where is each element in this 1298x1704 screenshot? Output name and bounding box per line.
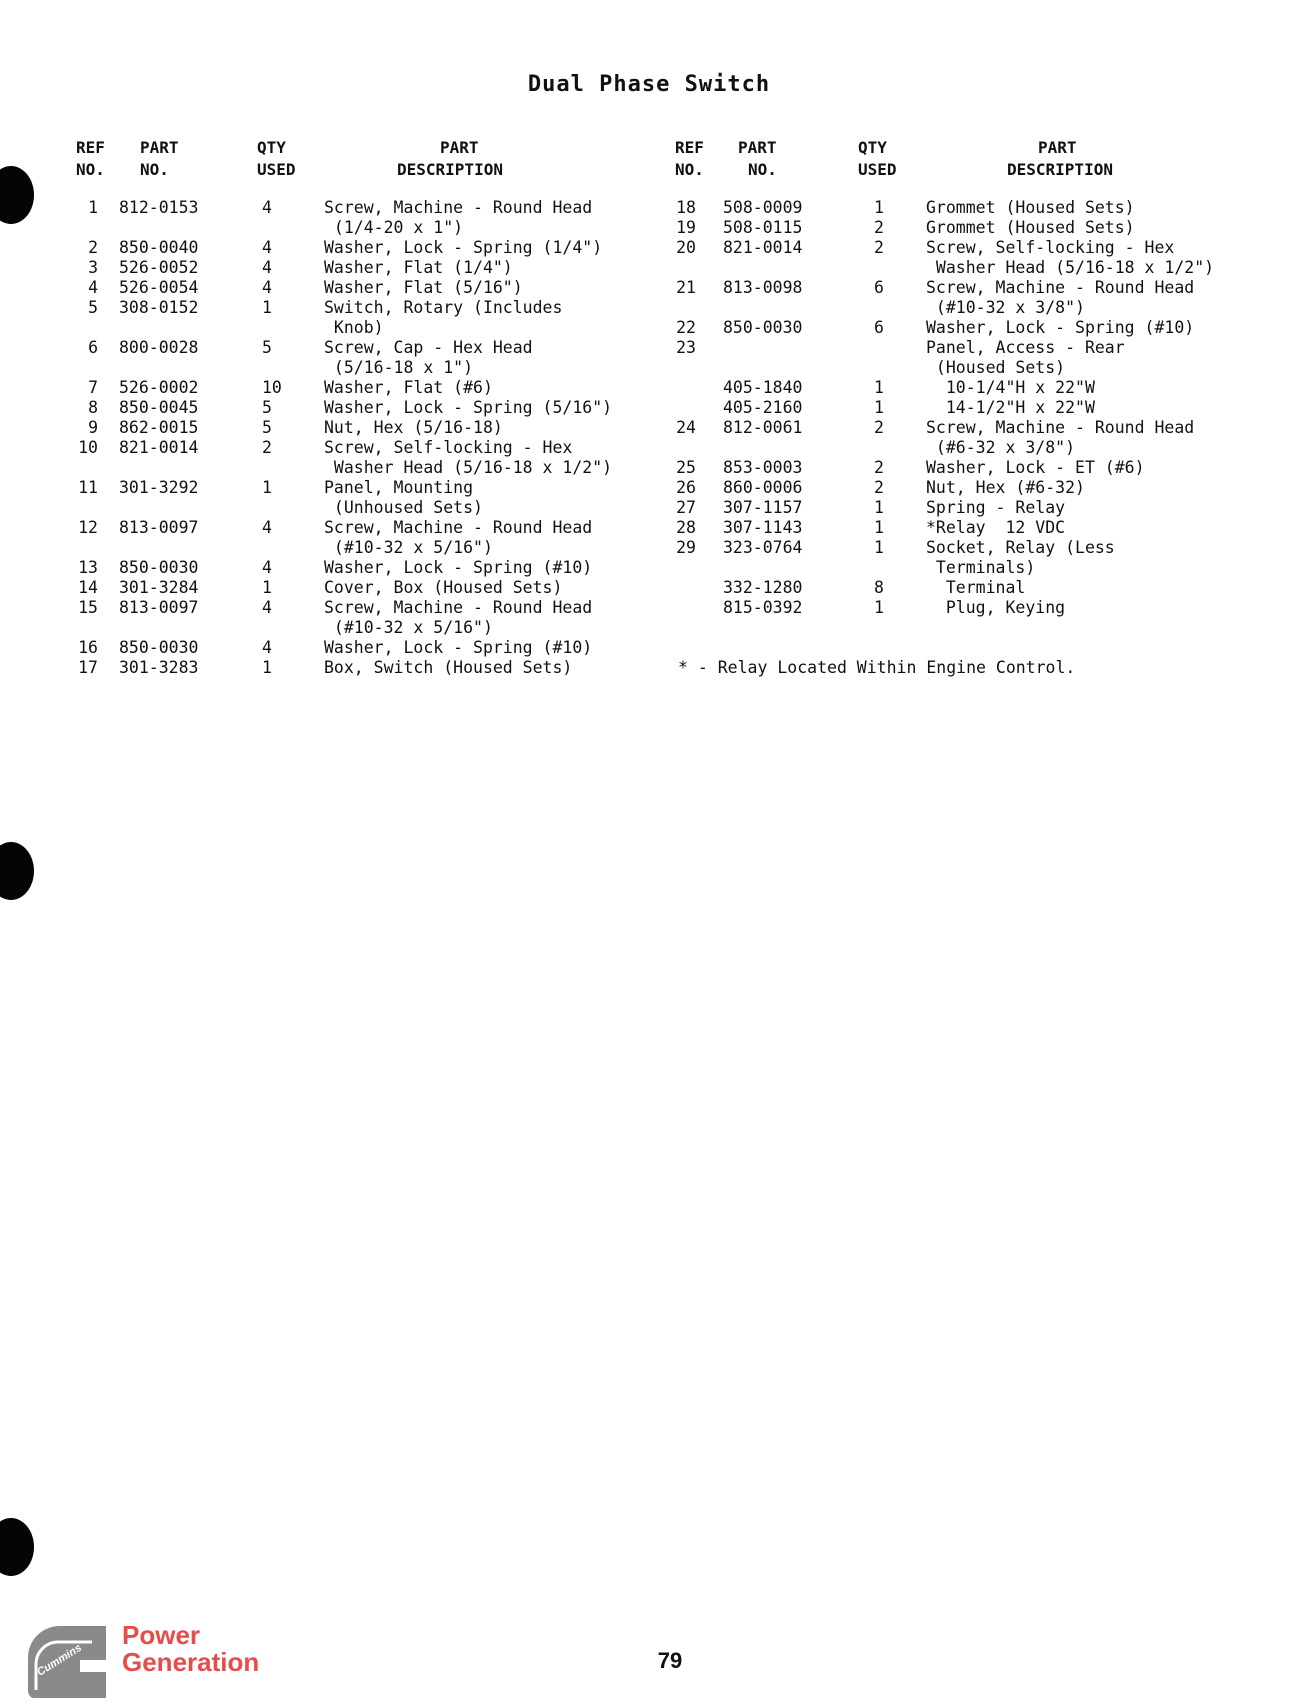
description-line: (#10-32 x 5/16"): [324, 618, 493, 637]
ref-number: 13: [78, 558, 98, 577]
qty-used: 2: [262, 438, 272, 457]
header-part-2: NO.: [748, 160, 777, 179]
description-line: Screw, Machine - Round Head: [324, 518, 593, 537]
ref-number: 5: [88, 298, 98, 317]
part-number: 850-0030: [119, 558, 199, 577]
header-ref-2: NO.: [675, 160, 704, 179]
part-row: [0, 478, 1298, 498]
ref-number: 27: [676, 498, 696, 517]
part-number: 813-0098: [723, 278, 803, 297]
brand-line-2: Generation: [122, 1647, 260, 1677]
description-line: Socket, Relay (Less: [926, 538, 1115, 557]
part-number: 526-0054: [119, 278, 199, 297]
description-line: Washer, Flat (#6): [324, 378, 493, 397]
ref-number: 12: [78, 518, 98, 537]
part-row: [0, 318, 1298, 338]
ref-number: 25: [676, 458, 696, 477]
brand-line-1: Power: [122, 1620, 201, 1650]
part-number: 301-3284: [119, 578, 199, 597]
part-number: 323-0764: [723, 538, 803, 557]
part-description: [926, 378, 1095, 398]
description-line: Washer, Lock - Spring (#10): [324, 558, 593, 577]
binder-hole-middle: [0, 842, 34, 900]
part-number: 815-0392: [723, 598, 803, 617]
ref-number: 29: [676, 538, 696, 557]
part-row: [0, 658, 640, 678]
qty-used: 5: [262, 398, 272, 417]
header-desc-2: DESCRIPTION: [1007, 160, 1113, 179]
ref-number: 21: [676, 278, 696, 297]
part-number: 850-0045: [119, 398, 199, 417]
ref-number: 19: [676, 218, 696, 237]
description-line: Nut, Hex (5/16-18): [324, 418, 503, 437]
description-line: Screw, Machine - Round Head: [926, 278, 1195, 297]
description-line: Terminals): [926, 558, 1036, 577]
part-description: [926, 418, 1194, 458]
description-line: (Unhoused Sets): [324, 498, 483, 517]
part-number: 821-0014: [119, 438, 199, 457]
header-ref-1: REF: [76, 138, 105, 157]
qty-used: 2: [874, 478, 884, 497]
part-number: 405-2160: [723, 398, 803, 417]
qty-used: 1: [874, 518, 884, 537]
relay-footnote: * - Relay Located Within Engine Control.: [678, 658, 1076, 677]
qty-used: 4: [262, 238, 272, 257]
description-line: Terminal: [926, 578, 1026, 597]
description-line: Grommet (Housed Sets): [926, 198, 1135, 217]
ref-number: 10: [78, 438, 98, 457]
part-row: [0, 218, 1298, 238]
description-line: 10-1/4"H x 22"W: [926, 378, 1095, 397]
part-number: 850-0030: [119, 638, 199, 657]
description-line: Grommet (Housed Sets): [926, 218, 1135, 237]
header-qty-2: USED: [858, 160, 897, 179]
description-line: Plug, Keying: [926, 598, 1066, 617]
part-description: [926, 198, 1135, 218]
part-description: [324, 658, 572, 678]
part-row: [0, 518, 1298, 538]
part-row: [0, 578, 1298, 598]
part-row: [0, 638, 640, 658]
part-number: 813-0097: [119, 598, 199, 617]
ref-number: 28: [676, 518, 696, 537]
part-number: 812-0061: [723, 418, 803, 437]
description-line: Screw, Machine - Round Head: [926, 418, 1195, 437]
part-description: [926, 398, 1095, 418]
description-line: (1/4-20 x 1"): [324, 218, 464, 237]
part-description: [324, 638, 592, 658]
description-line: Washer Head (5/16-18 x 1/2"): [926, 258, 1215, 277]
description-line: Knob): [324, 318, 384, 337]
description-line: Washer, Lock - Spring (#10): [926, 318, 1195, 337]
part-number: 405-1840: [723, 378, 803, 397]
description-line: Screw, Self-locking - Hex: [324, 438, 573, 457]
qty-used: 2: [874, 238, 884, 257]
part-description: [926, 498, 1065, 518]
qty-used: 2: [874, 458, 884, 477]
part-row: [0, 338, 1298, 378]
ref-number: 1: [88, 198, 98, 217]
description-line: Washer Head (5/16-18 x 1/2"): [324, 458, 613, 477]
part-number: 850-0030: [723, 318, 803, 337]
ref-number: 4: [88, 278, 98, 297]
qty-used: 1: [262, 658, 272, 677]
part-number: 821-0014: [723, 238, 803, 257]
part-number: 862-0015: [119, 418, 199, 437]
ref-number: 2: [88, 238, 98, 257]
qty-used: 2: [874, 418, 884, 437]
description-line: Washer, Flat (1/4"): [324, 258, 513, 277]
qty-used: 4: [262, 638, 272, 657]
part-number: 813-0097: [119, 518, 199, 537]
qty-used: 1: [874, 398, 884, 417]
qty-used: 1: [874, 498, 884, 517]
description-line: Screw, Machine - Round Head: [324, 198, 593, 217]
qty-used: 6: [874, 278, 884, 297]
part-description: [926, 318, 1194, 338]
qty-used: 4: [262, 278, 272, 297]
part-description: [926, 578, 1025, 598]
part-number: 812-0153: [119, 198, 199, 217]
qty-used: 2: [874, 218, 884, 237]
part-number: 526-0002: [119, 378, 199, 397]
qty-used: 1: [262, 298, 272, 317]
logo-text: Cummins: [34, 1641, 84, 1679]
qty-used: 4: [262, 558, 272, 577]
qty-used: 8: [874, 578, 884, 597]
description-line: (#6-32 x 3/8"): [926, 438, 1076, 457]
description-line: Spring - Relay: [926, 498, 1066, 517]
ref-number: 26: [676, 478, 696, 497]
description-line: Cover, Box (Housed Sets): [324, 578, 563, 597]
qty-used: 4: [262, 258, 272, 277]
qty-used: 5: [262, 418, 272, 437]
header-qty-1: QTY: [257, 138, 286, 157]
part-number: 508-0009: [723, 198, 803, 217]
part-row: [0, 278, 1298, 318]
description-line: Panel, Mounting: [324, 478, 474, 497]
description-line: Washer, Flat (5/16"): [324, 278, 523, 297]
qty-used: 6: [874, 318, 884, 337]
header-ref-2: NO.: [76, 160, 105, 179]
description-line: 14-1/2"H x 22"W: [926, 398, 1095, 417]
header-desc-2: DESCRIPTION: [397, 160, 503, 179]
part-number: 332-1280: [723, 578, 803, 597]
description-line: (#10-32 x 5/16"): [324, 538, 493, 557]
qty-used: 1: [874, 198, 884, 217]
description-line: Panel, Access - Rear: [926, 338, 1125, 357]
part-row: [0, 378, 1298, 398]
qty-used: 1: [874, 538, 884, 557]
description-line: *Relay 12 VDC: [926, 518, 1066, 537]
header-desc-1: PART: [440, 138, 479, 157]
page-title: Dual Phase Switch: [527, 72, 771, 97]
right-parts-list: [0, 198, 1298, 618]
part-number: 308-0152: [119, 298, 199, 317]
part-row: [0, 198, 1298, 218]
qty-used: 10: [262, 378, 282, 397]
part-description: [926, 278, 1194, 318]
ref-number: 6: [88, 338, 98, 357]
description-line: Washer, Lock - Spring (#10): [324, 638, 593, 657]
description-line: Washer, Lock - Spring (5/16"): [324, 398, 613, 417]
description-line: Nut, Hex (#6-32): [926, 478, 1085, 497]
qty-used: 1: [874, 378, 884, 397]
part-description: [926, 598, 1065, 618]
ref-number: 24: [676, 418, 696, 437]
part-row: [0, 238, 1298, 278]
description-line: (#10-32 x 3/8"): [926, 298, 1085, 317]
part-number: 850-0040: [119, 238, 199, 257]
ref-number: 22: [676, 318, 696, 337]
part-number: 508-0115: [723, 218, 803, 237]
part-description: [926, 238, 1214, 278]
ref-number: 8: [88, 398, 98, 417]
description-line: Screw, Cap - Hex Head: [324, 338, 533, 357]
ref-number: 7: [88, 378, 98, 397]
part-number: 800-0028: [119, 338, 199, 357]
part-row: [0, 538, 1298, 578]
part-number: 307-1157: [723, 498, 803, 517]
part-number: 301-3283: [119, 658, 199, 677]
ref-number: 23: [676, 338, 696, 357]
ref-number: 14: [78, 578, 98, 597]
description-line: Washer, Lock - ET (#6): [926, 458, 1145, 477]
header-part-1: PART: [140, 138, 179, 157]
description-line: Washer, Lock - Spring (1/4"): [324, 238, 603, 257]
qty-used: 5: [262, 338, 272, 357]
page-number: 79: [657, 1648, 683, 1673]
description-line: Switch, Rotary (Includes: [324, 298, 563, 317]
ref-number: 18: [676, 198, 696, 217]
part-description: [926, 538, 1115, 578]
part-row: [0, 398, 1298, 418]
header-desc-1: PART: [1038, 138, 1077, 157]
part-number: 526-0052: [119, 258, 199, 277]
description-line: Screw, Self-locking - Hex: [926, 238, 1175, 257]
header-part-1: PART: [738, 138, 777, 157]
part-row: [0, 458, 1298, 478]
binder-hole-bottom: [0, 1518, 34, 1576]
ref-number: 15: [78, 598, 98, 617]
qty-used: 4: [262, 598, 272, 617]
part-number: 853-0003: [723, 458, 803, 477]
qty-used: 1: [262, 478, 272, 497]
header-qty-2: USED: [257, 160, 296, 179]
part-row: [0, 598, 1298, 618]
ref-number: 17: [78, 658, 98, 677]
description-line: (Housed Sets): [926, 358, 1066, 377]
ref-number: 11: [78, 478, 98, 497]
header-qty-1: QTY: [858, 138, 887, 157]
ref-number: 3: [88, 258, 98, 277]
part-description: [926, 478, 1085, 498]
description-line: Screw, Machine - Round Head: [324, 598, 593, 617]
part-number: 307-1143: [723, 518, 803, 537]
part-row: [0, 498, 1298, 518]
part-description: [926, 458, 1145, 478]
description-line: (5/16-18 x 1"): [324, 358, 474, 377]
part-description: [926, 338, 1125, 378]
ref-number: 9: [88, 418, 98, 437]
qty-used: 4: [262, 518, 272, 537]
qty-used: 1: [262, 578, 272, 597]
description-line: Box, Switch (Housed Sets): [324, 658, 573, 677]
part-description: [926, 518, 1065, 538]
qty-used: 1: [874, 598, 884, 617]
part-number: 860-0006: [723, 478, 803, 497]
qty-used: 4: [262, 198, 272, 217]
part-description: [926, 218, 1135, 238]
part-number: 301-3292: [119, 478, 199, 497]
ref-number: 20: [676, 238, 696, 257]
part-row: [0, 418, 1298, 458]
ref-number: 16: [78, 638, 98, 657]
header-part-2: NO.: [140, 160, 169, 179]
header-ref-1: REF: [675, 138, 704, 157]
